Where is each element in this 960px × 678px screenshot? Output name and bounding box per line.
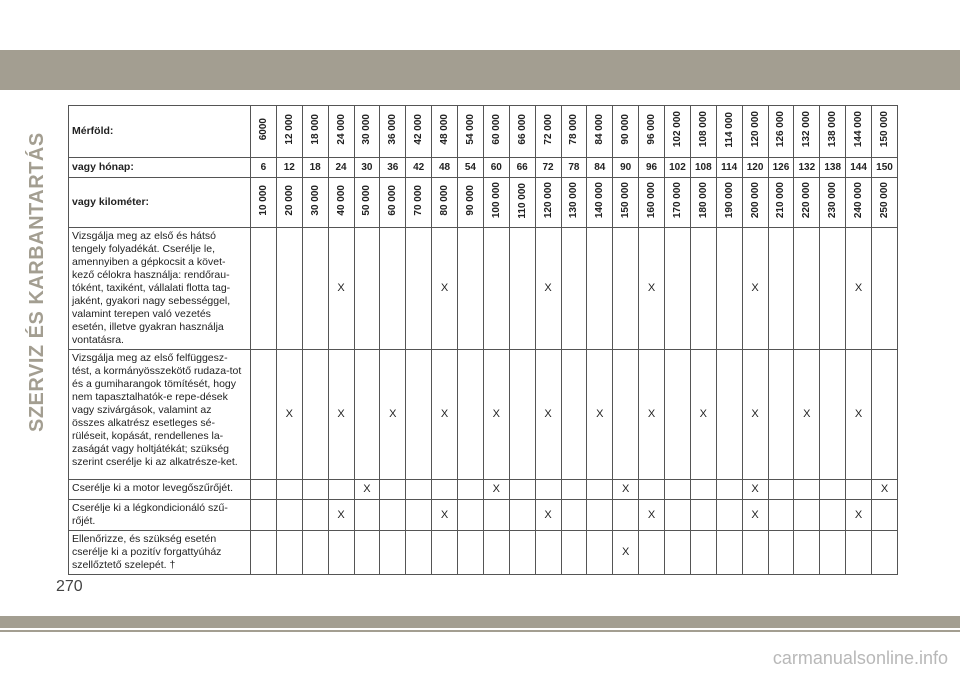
schedule-mark — [509, 531, 535, 575]
months-cell: 138 — [820, 158, 846, 178]
miles-cell — [665, 106, 691, 158]
km-cell — [251, 178, 277, 228]
km-value: 120 000 — [542, 182, 554, 219]
schedule-mark — [716, 531, 742, 575]
months-header-row — [69, 158, 898, 178]
months-cell: 114 — [716, 158, 742, 178]
km-cell — [380, 178, 406, 228]
schedule-mark: X — [328, 350, 354, 480]
miles-value: 72 000 — [542, 114, 554, 145]
schedule-mark — [665, 480, 691, 500]
miles-cell — [794, 106, 820, 158]
schedule-mark — [690, 500, 716, 531]
schedule-mark — [768, 480, 794, 500]
schedule-mark: X — [432, 350, 458, 480]
miles-cell — [639, 106, 665, 158]
schedule-mark — [458, 531, 484, 575]
schedule-mark — [820, 500, 846, 531]
miles-value: 126 000 — [775, 111, 787, 148]
schedule-mark — [690, 228, 716, 350]
km-value: 180 000 — [697, 182, 709, 219]
schedule-mark — [794, 531, 820, 575]
schedule-mark — [561, 500, 587, 531]
km-value: 150 000 — [620, 182, 632, 219]
km-value: 140 000 — [594, 182, 606, 219]
schedule-mark — [509, 500, 535, 531]
schedule-mark — [354, 228, 380, 350]
km-cell — [302, 178, 328, 228]
months-cell: 54 — [458, 158, 484, 178]
schedule-mark — [406, 480, 432, 500]
km-cell — [613, 178, 639, 228]
schedule-mark — [354, 350, 380, 480]
schedule-mark — [380, 228, 406, 350]
schedule-mark — [302, 480, 328, 500]
schedule-mark — [768, 228, 794, 350]
km-value: 20 000 — [283, 185, 295, 216]
schedule-mark — [276, 480, 302, 500]
schedule-mark — [251, 500, 277, 531]
schedule-mark — [716, 480, 742, 500]
km-header-row — [69, 178, 898, 228]
months-cell: 12 — [276, 158, 302, 178]
months-cell: 126 — [768, 158, 794, 178]
km-cell — [716, 178, 742, 228]
miles-cell — [561, 106, 587, 158]
miles-value: 102 000 — [671, 111, 683, 148]
schedule-mark — [665, 228, 691, 350]
months-cell: 96 — [639, 158, 665, 178]
miles-value: 108 000 — [697, 111, 709, 148]
schedule-mark: X — [535, 350, 561, 480]
schedule-mark — [483, 228, 509, 350]
miles-cell — [406, 106, 432, 158]
schedule-mark — [328, 531, 354, 575]
miles-value: 30 000 — [361, 114, 373, 145]
miles-cell — [872, 106, 898, 158]
months-label: vagy hónap: — [69, 158, 251, 178]
schedule-mark — [665, 350, 691, 480]
miles-value: 150 000 — [879, 111, 890, 148]
schedule-mark — [354, 531, 380, 575]
miles-cell — [483, 106, 509, 158]
km-value: 100 000 — [490, 182, 502, 219]
schedule-mark — [380, 480, 406, 500]
km-value: 40 000 — [335, 185, 347, 216]
months-cell: 66 — [509, 158, 535, 178]
schedule-mark: X — [794, 350, 820, 480]
schedule-mark: X — [613, 531, 639, 575]
miles-value: 12 000 — [283, 114, 295, 145]
schedule-mark: X — [535, 228, 561, 350]
miles-cell — [587, 106, 613, 158]
km-cell — [406, 178, 432, 228]
schedule-mark: X — [276, 350, 302, 480]
km-cell — [561, 178, 587, 228]
schedule-mark — [846, 480, 872, 500]
schedule-mark: X — [742, 350, 768, 480]
schedule-mark — [690, 531, 716, 575]
schedule-mark — [251, 531, 277, 575]
schedule-mark — [276, 531, 302, 575]
schedule-mark — [820, 350, 846, 480]
schedule-mark — [794, 500, 820, 531]
schedule-mark — [380, 531, 406, 575]
schedule-mark — [483, 531, 509, 575]
schedule-mark — [639, 531, 665, 575]
km-cell — [535, 178, 561, 228]
schedule-mark — [716, 500, 742, 531]
schedule-mark: X — [587, 350, 613, 480]
schedule-mark: X — [846, 228, 872, 350]
schedule-mark — [302, 228, 328, 350]
schedule-mark — [509, 228, 535, 350]
miles-label: Mérföld: — [69, 106, 251, 158]
footer-band — [0, 616, 960, 628]
km-cell — [690, 178, 716, 228]
km-label: vagy kilométer: — [69, 178, 251, 228]
km-value: 110 000 — [516, 182, 528, 219]
schedule-mark — [406, 228, 432, 350]
km-value: 160 000 — [646, 182, 658, 219]
km-cell — [665, 178, 691, 228]
schedule-mark: X — [535, 500, 561, 531]
section-title: SZERVIZ ÉS KARBANTARTÁS — [26, 132, 48, 432]
km-cell — [846, 178, 872, 228]
schedule-mark — [587, 228, 613, 350]
schedule-mark — [561, 531, 587, 575]
schedule-mark — [302, 531, 328, 575]
km-cell — [794, 178, 820, 228]
miles-cell — [613, 106, 639, 158]
schedule-mark — [690, 480, 716, 500]
km-cell — [587, 178, 613, 228]
miles-cell — [432, 106, 458, 158]
page-number: 270 — [56, 578, 83, 595]
schedule-mark: X — [328, 500, 354, 531]
km-cell — [768, 178, 794, 228]
schedule-mark — [535, 531, 561, 575]
table-row — [69, 500, 898, 531]
miles-cell — [251, 106, 277, 158]
km-cell — [276, 178, 302, 228]
schedule-mark: X — [846, 500, 872, 531]
miles-value: 42 000 — [413, 114, 425, 145]
schedule-mark — [432, 480, 458, 500]
miles-cell — [768, 106, 794, 158]
miles-cell — [276, 106, 302, 158]
schedule-mark: X — [328, 228, 354, 350]
schedule-mark — [716, 350, 742, 480]
months-cell: 48 — [432, 158, 458, 178]
months-cell: 36 — [380, 158, 406, 178]
schedule-mark: X — [639, 228, 665, 350]
task-description: Cserélje ki a motor levegőszűrőjét. — [69, 480, 251, 500]
schedule-mark: X — [483, 480, 509, 500]
miles-value: 84 000 — [594, 114, 606, 145]
months-cell: 24 — [328, 158, 354, 178]
km-cell — [742, 178, 768, 228]
schedule-mark — [380, 500, 406, 531]
schedule-mark — [561, 228, 587, 350]
task-description: Cserélje ki a légkondicionáló szű-rőjét. — [69, 500, 251, 531]
km-value: 10 000 — [257, 185, 269, 216]
miles-value: 78 000 — [568, 114, 580, 145]
miles-value: 18 000 — [309, 114, 321, 145]
schedule-mark: X — [742, 480, 768, 500]
months-cell: 90 — [613, 158, 639, 178]
miles-cell — [820, 106, 846, 158]
months-cell: 144 — [846, 158, 872, 178]
schedule-mark: X — [690, 350, 716, 480]
miles-value: 96 000 — [646, 114, 658, 145]
miles-value: 138 000 — [827, 111, 839, 148]
km-cell — [458, 178, 484, 228]
months-cell: 42 — [406, 158, 432, 178]
schedule-mark — [872, 350, 898, 480]
schedule-mark — [251, 480, 277, 500]
schedule-mark — [613, 350, 639, 480]
km-cell — [483, 178, 509, 228]
km-value: 190 000 — [723, 182, 735, 219]
km-value: 200 000 — [749, 182, 761, 219]
schedule-mark — [872, 228, 898, 350]
km-value: 250 000 — [879, 182, 890, 219]
schedule-mark — [768, 531, 794, 575]
miles-cell — [380, 106, 406, 158]
schedule-mark — [509, 480, 535, 500]
months-cell: 108 — [690, 158, 716, 178]
schedule-mark — [587, 500, 613, 531]
schedule-mark — [768, 500, 794, 531]
miles-cell — [742, 106, 768, 158]
km-cell — [872, 178, 898, 228]
schedule-mark — [302, 500, 328, 531]
miles-cell — [535, 106, 561, 158]
schedule-mark — [665, 500, 691, 531]
miles-value: 144 000 — [853, 111, 865, 148]
months-cell: 72 — [535, 158, 561, 178]
km-cell — [432, 178, 458, 228]
schedule-mark — [716, 228, 742, 350]
km-value: 130 000 — [568, 182, 580, 219]
months-cell: 30 — [354, 158, 380, 178]
schedule-mark — [794, 480, 820, 500]
task-description: Vizsgálja meg az első és hátsó tengely folyadékát. Cserélje le, amennyiben a gépkocsit a követ-kező célokra használja: rendőrau-tóként, taxiként, vállalati flotta tag-jaként, gyakori nagy sebességgel, valamint terepen való vezetés esetén, illetve gyakran használja vontatásra. — [69, 228, 251, 350]
schedule-mark — [302, 350, 328, 480]
miles-value: 6000 — [257, 118, 269, 141]
miles-cell — [328, 106, 354, 158]
schedule-mark — [639, 480, 665, 500]
schedule-mark: X — [432, 228, 458, 350]
watermark: carmanualsonline.info — [772, 648, 948, 668]
schedule-mark — [561, 350, 587, 480]
schedule-mark — [742, 531, 768, 575]
schedule-mark — [613, 228, 639, 350]
km-value: 240 000 — [853, 182, 865, 219]
table-row — [69, 531, 898, 575]
schedule-mark — [458, 228, 484, 350]
miles-value: 54 000 — [464, 114, 476, 145]
km-value: 210 000 — [775, 182, 787, 219]
schedule-mark — [846, 531, 872, 575]
schedule-mark — [872, 500, 898, 531]
schedule-mark — [587, 531, 613, 575]
schedule-mark — [665, 531, 691, 575]
schedule-mark: X — [432, 500, 458, 531]
miles-value: 66 000 — [516, 114, 528, 145]
months-cell: 132 — [794, 158, 820, 178]
schedule-mark — [613, 500, 639, 531]
km-cell — [328, 178, 354, 228]
miles-value: 132 000 — [801, 111, 813, 148]
schedule-mark — [768, 350, 794, 480]
miles-cell — [716, 106, 742, 158]
months-cell: 150 — [872, 158, 898, 178]
km-cell — [639, 178, 665, 228]
schedule-mark: X — [742, 228, 768, 350]
schedule-mark: X — [354, 480, 380, 500]
miles-cell — [846, 106, 872, 158]
header-band — [0, 50, 960, 90]
task-description: Ellenőrizze, és szükség esetén cserélje ki a pozitív forgattyúház szellőztető szelepét. † — [69, 531, 251, 575]
km-value: 50 000 — [361, 185, 373, 216]
months-cell: 6 — [251, 158, 277, 178]
task-description: Vizsgálja meg az első felfüggesz-tést, a kormányösszekötő rudaza-tot és a gumiharangok tömítését, hogy nem tapasztalhatók-e repe-dések vagy szivárgások, valamint az összes alkatrész esetleges sé-rüléseit, kopását, rendellenes la-zaságát vagy holtjátékát; szükség szerint cserélje ki az alkatrésze-ket. — [69, 350, 251, 480]
schedule-mark — [458, 480, 484, 500]
km-cell — [509, 178, 535, 228]
months-cell: 102 — [665, 158, 691, 178]
miles-value: 24 000 — [335, 114, 347, 145]
miles-cell — [690, 106, 716, 158]
table-row — [69, 350, 898, 480]
schedule-mark — [276, 500, 302, 531]
months-cell: 78 — [561, 158, 587, 178]
schedule-mark — [276, 228, 302, 350]
km-cell — [354, 178, 380, 228]
schedule-mark — [509, 350, 535, 480]
schedule-mark — [406, 350, 432, 480]
schedule-mark — [406, 500, 432, 531]
km-value: 170 000 — [671, 182, 683, 219]
miles-value: 60 000 — [490, 114, 502, 145]
schedule-mark: X — [380, 350, 406, 480]
km-value: 230 000 — [827, 182, 839, 219]
miles-value: 90 000 — [620, 114, 632, 145]
schedule-mark — [820, 480, 846, 500]
schedule-mark — [561, 480, 587, 500]
km-value: 90 000 — [464, 185, 476, 216]
schedule-mark — [535, 480, 561, 500]
months-cell: 120 — [742, 158, 768, 178]
miles-cell — [354, 106, 380, 158]
months-cell: 60 — [483, 158, 509, 178]
km-value: 60 000 — [387, 185, 399, 216]
km-value: 30 000 — [309, 185, 321, 216]
schedule-mark: X — [613, 480, 639, 500]
table-row — [69, 228, 898, 350]
miles-value: 114 000 — [723, 111, 735, 148]
miles-value: 120 000 — [749, 111, 761, 148]
miles-cell — [509, 106, 535, 158]
miles-cell — [458, 106, 484, 158]
schedule-mark — [820, 228, 846, 350]
schedule-mark: X — [639, 350, 665, 480]
maintenance-schedule-table — [68, 105, 898, 575]
schedule-mark — [794, 228, 820, 350]
schedule-mark — [251, 228, 277, 350]
miles-value: 48 000 — [439, 114, 451, 145]
schedule-mark: X — [846, 350, 872, 480]
schedule-mark — [587, 480, 613, 500]
months-cell: 84 — [587, 158, 613, 178]
table-row — [69, 480, 898, 500]
schedule-mark: X — [742, 500, 768, 531]
schedule-mark: X — [639, 500, 665, 531]
schedule-mark — [406, 531, 432, 575]
footer-line — [0, 630, 960, 632]
miles-header-row — [69, 106, 898, 158]
schedule-mark — [458, 350, 484, 480]
schedule-mark — [872, 531, 898, 575]
km-value: 220 000 — [801, 182, 813, 219]
schedule-mark: X — [872, 480, 898, 500]
schedule-mark — [251, 350, 277, 480]
schedule-mark — [458, 500, 484, 531]
km-value: 80 000 — [439, 185, 451, 216]
schedule-mark — [820, 531, 846, 575]
miles-cell — [302, 106, 328, 158]
km-cell — [820, 178, 846, 228]
schedule-mark: X — [483, 350, 509, 480]
months-cell: 18 — [302, 158, 328, 178]
schedule-mark — [354, 500, 380, 531]
miles-value: 36 000 — [387, 114, 399, 145]
schedule-mark — [432, 531, 458, 575]
km-value: 70 000 — [413, 185, 425, 216]
schedule-mark — [328, 480, 354, 500]
schedule-mark — [483, 500, 509, 531]
